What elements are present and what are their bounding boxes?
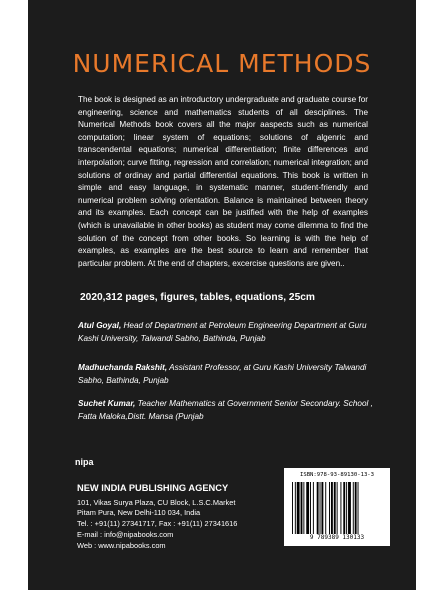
isbn-label: ISBN:978-93-89130-13-3 — [299, 472, 375, 478]
book-title: NUMERICAL METHODS — [72, 49, 372, 78]
publisher-logo: nipa — [75, 457, 94, 467]
publisher-address-1: 101, Vikas Surya Plaza, CU Block, L.S.C.Market — [77, 498, 236, 507]
author-2-desc: Assistant Professor, at Guru Kashi University Talwandi Sabho, Bathinda, Punjab — [78, 363, 367, 385]
back-cover — [28, 0, 416, 590]
author-1 — [78, 320, 378, 345]
author-3 — [78, 398, 378, 423]
publisher-address-2: Pitam Pura, New Delhi-110 034, India — [77, 508, 201, 517]
author-1-desc: Head of Department at Petroleum Engineering Department at Guru Kashi University, Talwandi Sabho, Bathinda, Punjab — [78, 321, 367, 343]
book-description: The book is designed as an introductory undergraduate and graduate course for engineering, science and mathematics students of all desciplines. The Numerical Methods book covers all the major aaspects such as numerical computation; linear system of equations; solutions of algenric and transcendental equations; numerical differentiation; finite differences and interpolation; curve fitting, regression and correlation; numerical integration; and solutions of ordinay and partial differential equations. This book is written in simple and easy language, in systematic manner, student-friendly and numerical problem solving orientation. Balance is maintained between theory and its examples. Each concept can be justified with the help of examples (which is unavailable in other books) as student may come dilemma to find the solution of the concept from other books. So learning is with the help of examples, as examples are the best source to learn and remember that particular problem. At the end of chapters, excercise questions are given.. — [78, 95, 368, 268]
author-2-name: Madhuchanda Rakshit, — [78, 363, 168, 372]
barcode-panel — [284, 468, 390, 546]
publisher-web: Web : www.nipabooks.com — [77, 541, 166, 550]
publisher-phone: Tel. : +91(11) 27341717, Fax : +91(11) 27341616 — [77, 519, 238, 528]
barcode-icon — [292, 482, 382, 534]
publisher-email: E-mail : info@nipabooks.com — [77, 530, 174, 539]
author-2 — [78, 362, 378, 387]
author-3-desc: Teacher Mathematics at Government Senior Secondary. School , Fatta Maloka,Distt. Mansa (Punjab — [78, 399, 373, 421]
author-1-name: Atul Goyal, — [78, 321, 122, 330]
publisher-name: NEW INDIA PUBLISHING AGENCY — [77, 483, 229, 493]
book-specs: 2020,312 pages, figures, tables, equations, 25cm — [80, 292, 315, 303]
barcode-number: 9 789389 130133 — [309, 534, 365, 541]
author-3-name: Suchet Kumar, — [78, 399, 136, 408]
